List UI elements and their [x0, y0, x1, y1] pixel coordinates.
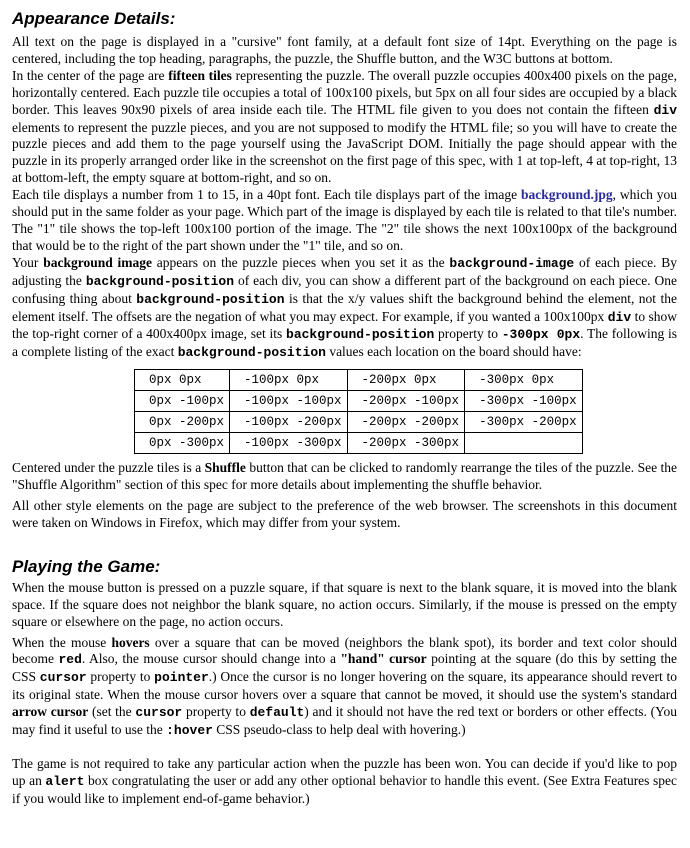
- code-run: background-position: [286, 327, 435, 343]
- text-run: of each div, you can show a different part of the background on each piece. One confusing thing about: [12, 272, 677, 306]
- text-run: is that the x/y values shift the background behind the element, not the element itself. The offsets are the negation of what you may expect. For example, if you wanted a 100x100px: [12, 290, 677, 324]
- font-paragraph: All text on the page is displayed in a "cursive" font family, at a default font size of 14pt. Everything on the page is centered, including the top heading, paragraphs, the puzzle, the Shuffle button, and the W3C buttons at bottom.: [12, 34, 677, 66]
- table-cell: -200px -300px: [347, 433, 465, 454]
- text-run: Centered under the puzzle tiles is a: [12, 460, 205, 476]
- appearance-details-heading: Appearance Details:: [12, 9, 176, 28]
- table-cell: 0px -200px: [135, 412, 230, 433]
- table-cell: -200px 0px: [347, 370, 465, 391]
- text-run: over a square that can be moved (neighbors the blank spot), its border and text color should become: [12, 634, 677, 667]
- playing-the-game-heading: Playing the Game:: [12, 556, 161, 576]
- text-run: values each location on the board should have:: [325, 344, 582, 360]
- table-cell: -200px -100px: [347, 391, 465, 412]
- playing-section: [12, 556, 677, 808]
- text-run: . Also, the mouse cursor should change into a: [81, 651, 341, 667]
- table-row: [135, 433, 583, 454]
- code-run: -300px 0px: [501, 327, 581, 343]
- hover-paragraph: [12, 635, 677, 740]
- shuffle-paragraph: [12, 460, 677, 494]
- table-cell: -100px 0px: [230, 370, 348, 391]
- bold-run: background image: [43, 254, 152, 270]
- code-run: cursor: [135, 705, 183, 721]
- text-run: (set the: [88, 704, 136, 720]
- code-run: background-position: [177, 345, 326, 361]
- table-row: [135, 391, 583, 412]
- code-run: default: [249, 705, 305, 721]
- table-cell: -200px -200px: [347, 412, 465, 433]
- table-cell: -300px -100px: [465, 391, 583, 412]
- winning-paragraph: [12, 756, 677, 808]
- browser-style-paragraph: All other style elements on the page are subject to the preference of the web browser. The screenshots in this document were taken on Windows in Firefox, which may differ from your system.: [12, 498, 677, 530]
- code-run: :hover: [166, 723, 213, 739]
- text-run: representing the puzzle. The overall puzzle occupies 400x400 pixels on the page, horizontally centered. Each puzzle tile occupies a total of 100x100 pixels, but 5px on all four sides are occupied by a black border. This leaves 90x90 pixels of area inside each tile. The HTML file given to you does not contain the fifteen: [12, 67, 677, 117]
- text-run: property to: [434, 326, 502, 342]
- table-cell: 0px -100px: [135, 391, 230, 412]
- table-cell: -300px -200px: [465, 412, 583, 433]
- table-cell: -300px 0px: [465, 370, 583, 391]
- text-run: In the center of the page are: [12, 67, 169, 83]
- text-run: of each piece. By adjusting the: [12, 254, 677, 288]
- code-run: div: [653, 102, 677, 118]
- bold-run: hovers: [111, 634, 150, 650]
- table-cell-empty: [465, 433, 583, 454]
- text-run: appears on the puzzle pieces when you set it as the: [152, 254, 450, 270]
- code-run: pointer: [154, 670, 209, 686]
- bold-run: arrow cursor: [12, 704, 89, 720]
- text-run: pointing at the square (do this by setting the CSS: [12, 651, 677, 685]
- text-run: ) and it should not have the red text or borders or other effects. (You may find it useful to use the: [12, 704, 677, 738]
- tiles-paragraph: [12, 68, 677, 187]
- text-run: When the mouse: [12, 634, 112, 650]
- text-run: box congratulating the user or add any other optional behavior to handle this event. (See Extra Features spec if you would like to implement end-of-game behavior.): [12, 772, 677, 806]
- code-run: background-position: [85, 273, 235, 289]
- bold-run: fifteen tiles: [168, 67, 232, 83]
- text-run: button that can be clicked to randomly rearrange the tiles of the puzzle. See the "Shuffle Algorithm" section of this spec for more details about implementing the shuffle behavior.: [12, 460, 677, 493]
- code-run: div: [607, 309, 632, 325]
- table-cell: -100px -200px: [230, 412, 348, 433]
- text-run: The game is not required to take any particular action when the puzzle has been won. You can decide if you'd like to pop up an: [12, 756, 677, 788]
- background-file-name: background.jpg: [521, 187, 613, 203]
- text-run: , which you should put in the same folder as your page. Which part of the image is displayed by each tile is related to that tile's number. The "1" tile shows the top-left 100x100 portion of the image. The "2" tile shows the next 100x100px of the background that would be to the right of the part shown under the "1" tile, and so on.: [12, 187, 678, 253]
- text-run: Your: [12, 254, 44, 270]
- table-row: [135, 412, 583, 433]
- code-run: background-image: [449, 255, 575, 271]
- code-run: alert: [45, 773, 85, 789]
- bold-run: Shuffle: [204, 460, 246, 476]
- text-run: . The following is a complete listing of the exact: [12, 326, 677, 360]
- bold-run: "hand" cursor: [340, 651, 427, 667]
- background-position-table: [134, 369, 583, 454]
- code-run: cursor: [39, 670, 87, 686]
- tile-number-paragraph: [12, 187, 677, 255]
- code-run: background-position: [136, 291, 285, 307]
- table-cell: 0px -300px: [135, 433, 230, 454]
- text-run: elements to represent the puzzle pieces, and you are not supposed to modify the HTML file; so you will have to create the puzzle pieces and add them to the page yourself using the JavaScript DOM. Initially the page should appear with the puzzle in its properly arranged order like in the screenshot on the first page of this spec, with 1 at top-left, 4 at top-right, 13 at bottom-left, the empty square at bottom-right, and so on.: [12, 119, 677, 186]
- text-run: to show the top-right corner of a 400x400px image, set its: [12, 308, 677, 342]
- table-cell: -100px -300px: [230, 433, 348, 454]
- code-run: red: [58, 652, 82, 668]
- text-run: property to: [182, 704, 250, 720]
- text-run: .) Once the cursor is no longer hovering on the square, its appearance should revert to its original state. When the mouse cursor hovers over a square that cannot be moved, it should use the system's standard: [12, 669, 677, 703]
- background-image-paragraph: [12, 255, 677, 362]
- table-cell: 0px 0px: [135, 370, 230, 391]
- table-row: [135, 370, 583, 391]
- text-run: Each tile displays a number from 1 to 15, in a 40pt font. Each tile displays part of the image: [12, 187, 521, 203]
- mouse-press-paragraph: When the mouse button is pressed on a puzzle square, if that square is next to the blank square, it is moved into the blank space. If the square does not neighbor the blank square, no action occurs. Similarly, if the mouse is pressed on the empty square or elsewhere on the page, no action occurs.: [12, 579, 677, 629]
- text-run: property to: [86, 669, 155, 685]
- text-run: CSS pseudo-class to help deal with hovering.): [212, 722, 466, 738]
- spec-document: [12, 8, 677, 808]
- table-cell: -100px -100px: [230, 391, 348, 412]
